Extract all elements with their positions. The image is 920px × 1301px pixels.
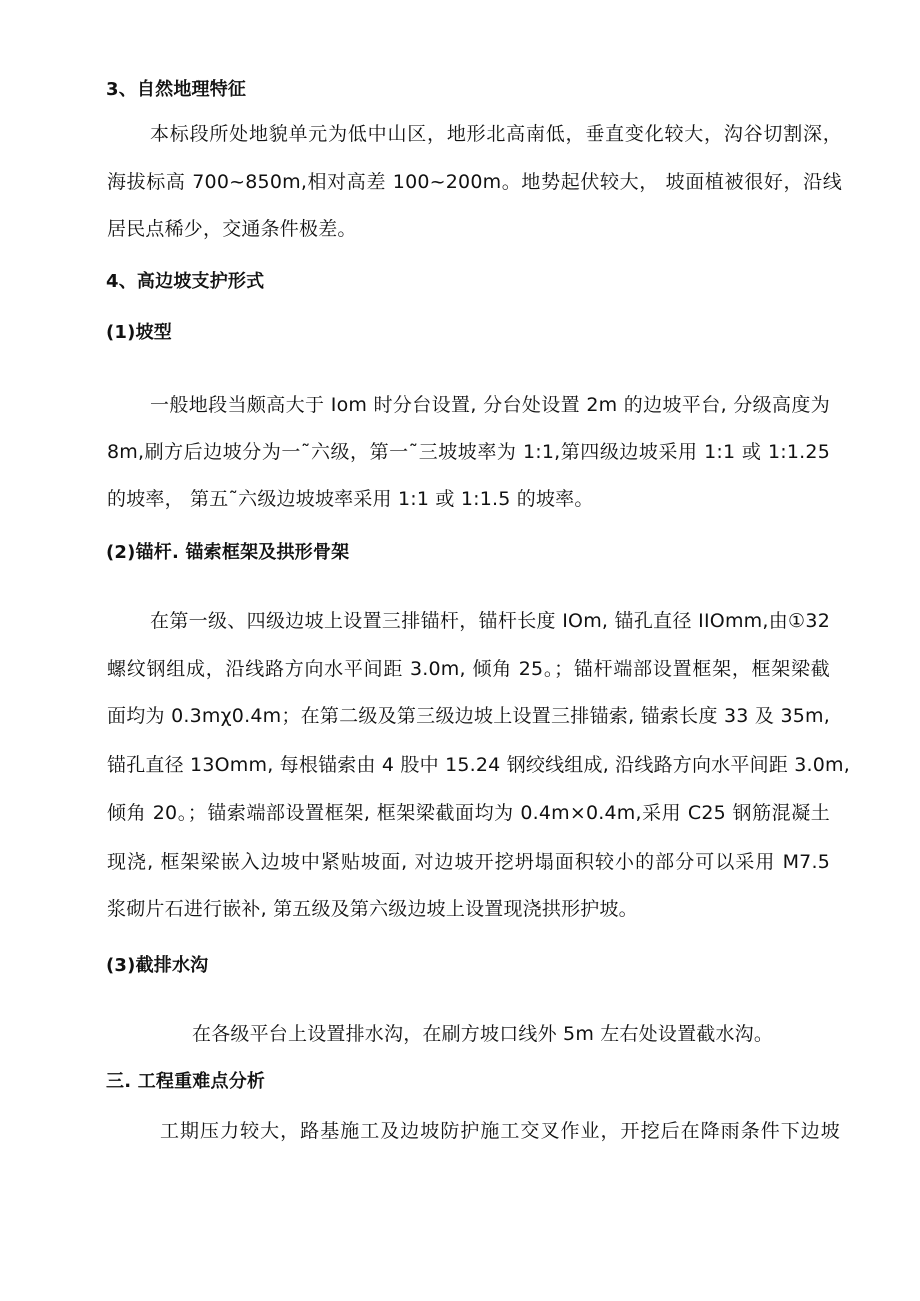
subsection-heading-anchors: (2)锚杆. 锚索框架及拱形骨架 — [106, 542, 350, 563]
paragraph-line: 浆砌片石进行嵌补, 第五级及第六级边坡上设置现浇拱形护坡。 — [107, 898, 638, 920]
paragraph-line: 锚孔直径 13Omm, 每根锚索由 4 股中 15.24 钢绞线组成, 沿线路方向水平间距 3.0m, — [107, 754, 850, 776]
section-heading-key-difficulties: 三. 工程重难点分析 — [106, 1071, 266, 1092]
subsection-heading-drainage: (3)截排水沟 — [106, 955, 209, 976]
subsection-heading-slope-type: (1)坡型 — [106, 322, 172, 343]
paragraph-line: 海拔标高 700~850m,相对高差 100~200m。地势起伏较大， 坡面植被很好，沿线 — [107, 171, 842, 193]
paragraph-line: 倾角 20。；锚索端部设置框架, 框架梁截面均为 0.4m×0.4m,采用 C25 钢筋混凝土 — [107, 802, 830, 824]
paragraph-line: 面均为 0.3mχ0.4m；在第二级及第三级边坡上设置三排锚索, 锚索长度 33 及 35m, — [107, 705, 830, 727]
section-heading-natural-geography: 3、自然地理特征 — [106, 79, 247, 100]
paragraph-line: 本标段所处地貌单元为低中山区，地形北高南低，垂直变化较大，沟谷切割深， — [150, 123, 842, 145]
paragraph-line: 在各级平台上设置排水沟，在刷方坡口线外 5m 左右处设置截水沟。 — [192, 1023, 774, 1045]
section-heading-slope-support: 4、高边坡支护形式 — [106, 271, 265, 292]
paragraph-line: 居民点稀少，交通条件极差。 — [107, 218, 357, 240]
paragraph-line: 8m,刷方后边坡分为一˜六级，第一˜三坡坡率为 1:1,第四级边坡采用 1:1 或 1:1.25 — [107, 441, 830, 463]
paragraph-line: 的坡率， 第五˜六级边坡坡率采用 1:1 或 1:1.5 的坡率。 — [107, 488, 594, 510]
paragraph-line: 工期压力较大，路基施工及边坡防护施工交叉作业，开挖后在降雨条件下边坡 — [160, 1120, 840, 1142]
paragraph-line: 现浇, 框架梁嵌入边坡中紧贴坡面, 对边坡开挖坍塌面积较小的部分可以采用 M7.5 — [107, 851, 830, 873]
paragraph-line: 在第一级、四级边坡上设置三排锚杆，锚杆长度 IOm, 锚孔直径 IIOmm,由①32 — [150, 610, 830, 632]
paragraph-line: 一般地段当颇高大于 Iom 时分台设置, 分台处设置 2m 的边坡平台, 分级高度为 — [150, 394, 830, 416]
paragraph-line: 螺纹钢组成，沿线路方向水平间距 3.0m, 倾角 25。；锚杆端部设置框架，框架梁截 — [107, 658, 830, 680]
